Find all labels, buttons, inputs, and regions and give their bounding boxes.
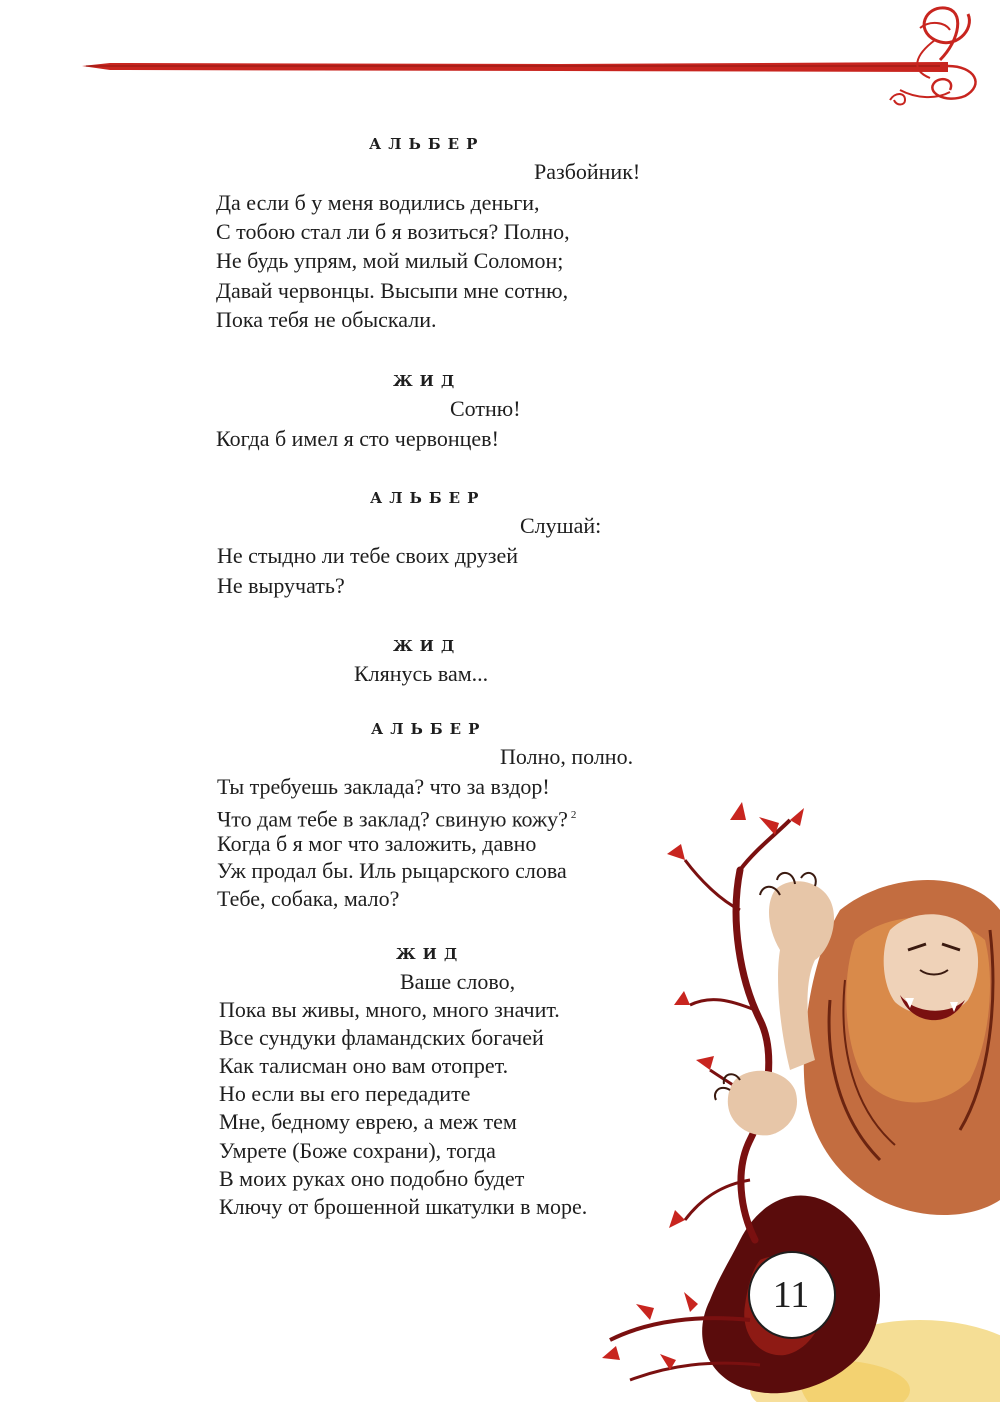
verse-line: Тебе, собака, мало? <box>217 886 400 911</box>
verse-line: Не стыдно ли тебе своих друзей <box>217 543 518 568</box>
verse-line: Да если б у меня водились деньги, <box>216 190 540 215</box>
verse-line: Слушай: <box>520 513 602 538</box>
verse-line: Не будь упрям, мой милый Соломон; <box>216 248 564 273</box>
speaker-name: АЛЬБЕР <box>370 489 486 507</box>
verse-line: Когда б я мог что заложить, давно <box>217 831 537 856</box>
footnote-marker[interactable]: 2 <box>570 809 577 821</box>
verse-line: Все сундуки фламандских богачей <box>219 1025 544 1050</box>
verse-line: Когда б имел я сто червонцев! <box>216 426 499 451</box>
speaker-name: ЖИД <box>393 372 462 390</box>
verse-line-text: Что дам тебе в заклад? свиную кожу? <box>217 806 568 832</box>
verse-line: Полно, полно. <box>500 744 634 769</box>
verse-line: Сотню! <box>450 396 521 421</box>
verse-line: Уж продал бы. Иль рыцарского слова <box>217 858 567 883</box>
verse-line: Но если вы его передадите <box>219 1081 471 1106</box>
verse-line: Разбойник! <box>534 159 641 184</box>
verse-line: С тобою стал ли б я возиться? Полно, <box>216 219 570 244</box>
verse-line: Ваше слово, <box>400 969 516 994</box>
verse-line: Ключу от брошенной шкатулки в море. <box>219 1194 588 1219</box>
verse-line: Клянусь вам... <box>354 661 489 686</box>
page-number: 11 <box>772 1274 810 1316</box>
verse-line: Мне, бедному еврею, а меж тем <box>219 1109 517 1134</box>
verse-line: Пока вы живы, много, много значит. <box>219 997 560 1022</box>
speaker-name: ЖИД <box>396 945 465 963</box>
verse-line <box>217 801 576 833</box>
speaker-name: ЖИД <box>393 637 462 655</box>
verse-line: Не выручать? <box>217 573 345 598</box>
verse-line: Пока тебя не обыскали. <box>216 307 437 332</box>
verse-line: Как талисман оно вам отопрет. <box>219 1053 509 1078</box>
verse-line: Давай червонцы. Высыпи мне сотню, <box>216 278 569 303</box>
verse-line: Ты требуешь заклада? что за вздор! <box>217 774 550 799</box>
speaker-name: АЛЬБЕР <box>371 720 487 738</box>
speaker-name: АЛЬБЕР <box>369 135 485 153</box>
verse-line: Умрете (Боже сохрани), тогда <box>219 1138 496 1163</box>
verse-line: В моих руках оно подобно будет <box>219 1166 525 1191</box>
